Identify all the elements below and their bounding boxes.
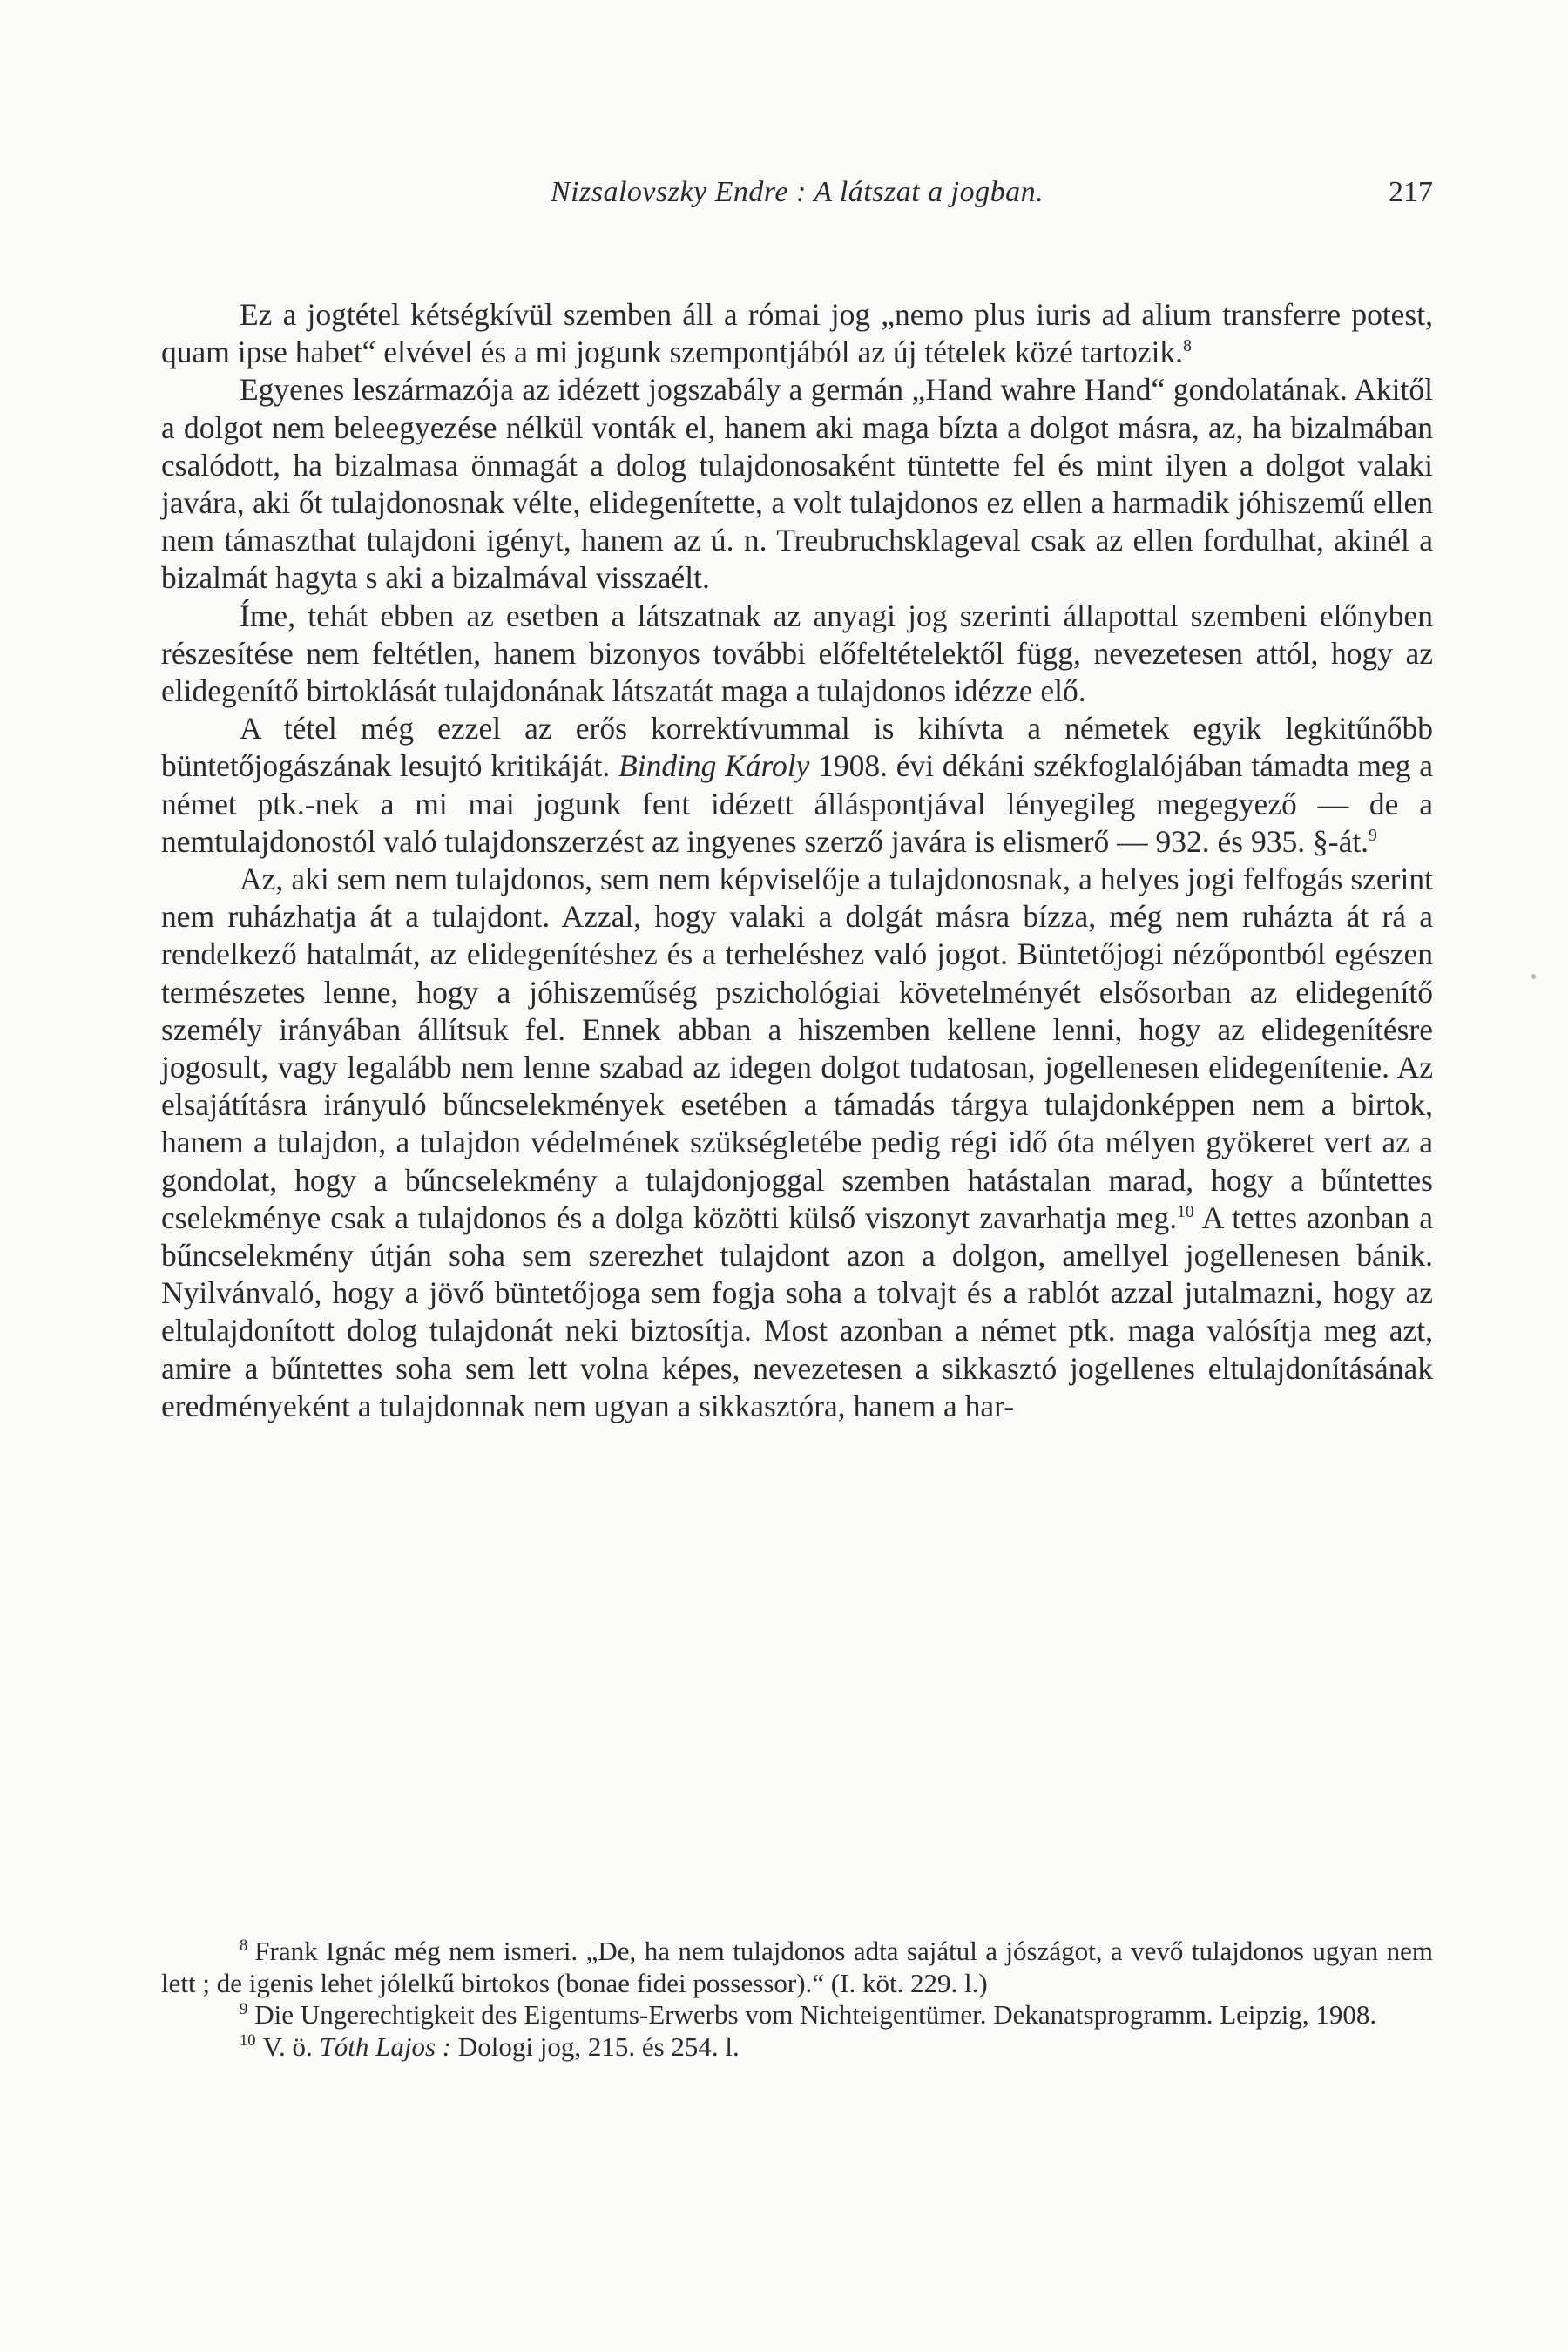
paragraph-1-text: Ez a jogtétel kétségkívül szemben áll a római jog „nemo plus iuris ad alium transferre potest, quam ipse habet“ elvével és a mi jogunk szempontjából az új tételek közé tartozik. <box>161 297 1433 370</box>
paper-speck <box>1531 974 1536 979</box>
footnote-8-text: Frank Ignác még nem ismeri. „De, ha nem tulajdonos adta sajátul a jószágot, a vevő tulajdonos ugyan nem lett ; de igenis lehet jólelkű birtokos (bonae fidei possessor).“ (I. köt. 229. l.) <box>161 1936 1433 1998</box>
footnote-9-text: Die Ungerechtigkeit des Eigentums-Erwerbs vom Nichteigentümer. Dekanatsprogramm. Leipzig, 1908. <box>254 1999 1377 2030</box>
paragraph-2 <box>161 371 1433 597</box>
footnote-10-text-start: V. ö. <box>262 2031 313 2062</box>
running-title: Nizsalovszky Endre : A látszat a jogban. <box>550 176 1044 208</box>
footnote-9 <box>161 1999 1433 2031</box>
footnote-10-mark: 10 <box>240 2031 256 2051</box>
footnote-10-text-end: Dologi jog, 215. és 254. l. <box>457 2031 740 2062</box>
paragraph-2-text: Egyenes leszármazója az idézett jogszabály a germán „Hand wahre Hand“ gondolatának. Akitől a dolgot nem beleegyezése nélkül vonták el, hanem aki maga bízta a dolgot másra, az, ha bizalmában csalódott, ha bizalmasa önmagát a dolog tulajdonosaként tüntette fel és mint ilyen a dolgot valaki javára, aki őt tulajdonosnak vélte, elidegenítette, a volt tulajdonos ez ellen a harmadik jóhiszemű ellen nem támaszthat tulajdoni igényt, hanem az ú. n. Treubruchsklageval csak az ellen fordulhat, akinél a bizalmát hagyta s aki a bizalmával visszaélt. <box>161 372 1433 596</box>
footnote-10-author: Tóth Lajos : <box>319 2031 452 2062</box>
paragraph-5-text-end: A tettes azonban a bűncselekmény útján soha sem szerezhet tulajdont azon a dolgon, amellyel jogellenesen bánik. Nyilvánvaló, hogy a jövő büntetőjoga sem fogja soha a tolvajt és a rablót azzal jutalmazni, hogy az eltulajdonított dolog tulajdonát neki biztosítja. Most azonban a német ptk. maga valósítja meg azt, amire a bűntettes soha sem lett volna képes, nevezetesen a sikkasztó jogellenes eltulajdonításának eredményeként a tulajdonnak nem ugyan a sikkasztóra, hanem a har- <box>161 1200 1433 1423</box>
footnote-ref-8: 8 <box>1183 337 1192 356</box>
footnotes <box>161 1936 1433 2063</box>
paragraph-1 <box>161 296 1433 371</box>
footnote-ref-9: 9 <box>1369 827 1377 846</box>
paragraph-3-text: Íme, tehát ebben az esetben a látszatnak az anyagi jog szerinti állapottal szembeni előnyben részesítése nem feltétlen, hanem bizonyos további előfeltételektől függ, nevezetesen attól, hogy az elidegenítő birtoklását tulajdonának látszatát maga a tulajdonos idézze elő. <box>161 598 1433 709</box>
paragraph-4-text-end: 1908. évi dékáni székfoglalójában támadta meg a német ptk.-nek a mi mai jogunk fent idézett álláspontjával lényegileg megegyező — de a nemtulajdonostól való tulajdonszerzést az ingyenes szerző javára is elismerő — 932. és 935. §-át. <box>161 748 1434 859</box>
paragraph-4-author-name: Binding Károly <box>618 748 810 784</box>
paragraph-5 <box>161 861 1433 1425</box>
footnote-ref-10: 10 <box>1177 1203 1194 1222</box>
body-text <box>161 296 1433 1425</box>
page-number: 217 <box>1389 176 1433 208</box>
paragraph-4-text-start: A tétel még ezzel az erős korrektívummal is kihívta a németek egyik legkitűnőbb büntetőjogászának lesujtó kritikáját. <box>161 711 1433 784</box>
paragraph-3 <box>161 598 1433 711</box>
paragraph-5-text-start: Az, aki sem nem tulajdonos, sem nem képviselője a tulajdonosnak, a helyes jogi felfogás szerint nem ruházhatja át a tulajdont. Azzal, hogy valaki a dolgát másra bízza, még nem ruházta át rá a rendelkező hatalmát, az elidegenítéshez és a terheléshez való jogot. Büntetőjogi nézőpontból egészen természetes lenne, hogy a jóhiszeműség pszichológiai követelményét elsősorban az elidegenítő személy irányában állítsuk fel. Ennek abban a hiszemben kellene lenni, hogy az elidegenítésre jogosult, vagy legalább nem lenne szabad az idegen dolgot tudatosan, jogellenesen elidegenítenie. Az elsajátításra irányuló bűncselekmények esetében a támadás tárgya tulajdonképpen nem a birtok, hanem a tulajdon, a tulajdon védelmének szükségletébe pedig régi idő óta mélyen gyökeret vert az a gondolat, hogy a bűncselekmény a tulajdonjoggal szemben hatástalan marad, hogy a bűntettes cselekménye csak a tulajdonos és a dolga közötti külső viszonyt zavarhatja meg. <box>161 862 1433 1235</box>
footnote-8 <box>161 1936 1433 1999</box>
footnote-8-mark: 8 <box>240 1936 248 1955</box>
paragraph-4 <box>161 710 1433 861</box>
footnote-9-mark: 9 <box>240 1999 248 2018</box>
running-head <box>161 166 1433 218</box>
footnote-10 <box>161 2031 1433 2064</box>
